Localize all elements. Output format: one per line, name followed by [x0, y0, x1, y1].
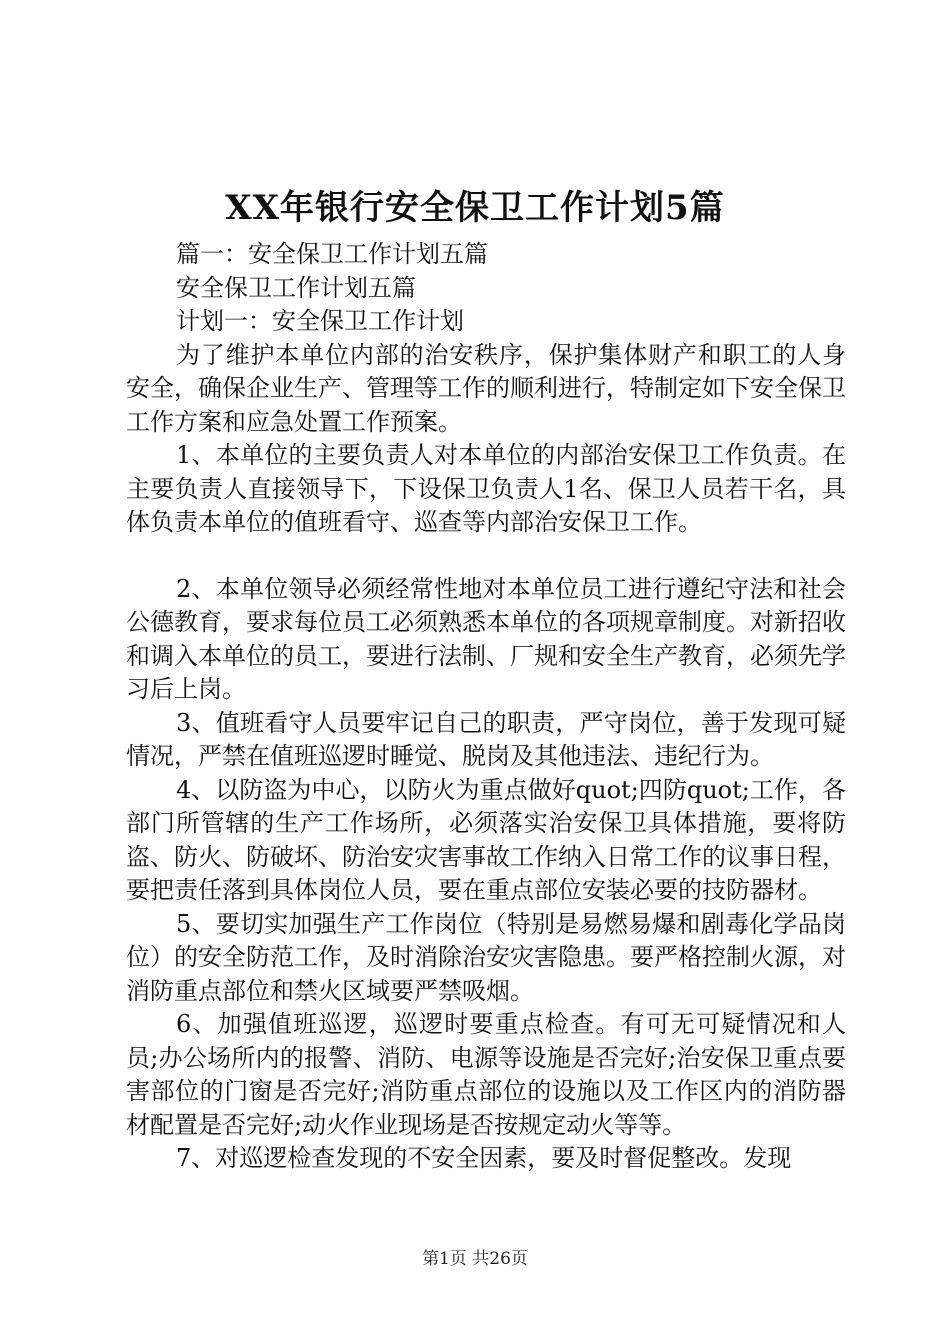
body-paragraph: 4、以防盗为中心，以防火为重点做好quot;四防quot;工作，各部门所管辖的生产工作场所，必须落实治安保卫具体措施，要将防盗、防火、防破坏、防治安灾害事故工作纳入日常工作的议事日程，要把责任落到具体岗位人员，要在重点部位安装必要的技防器材。	[126, 775, 846, 904]
body-paragraph: 5、要切实加强生产工作岗位（特别是易燃易爆和剧毒化学品岗位）的安全防范工作，及时消除治安灾害隐患。要严格控制火源，对消防重点部位和禁火区域要严禁吸烟。	[126, 909, 846, 1005]
body-paragraph: 6、加强值班巡逻，巡逻时要重点检查。有可无可疑情况和人员;办公场所内的报警、消防、电源等设施是否完好;治安保卫重点要害部位的门窗是否完好;消防重点部位的设施以及工作区内的消防器材配置是否完好;动火作业现场是否按规定动火等等。	[126, 1010, 846, 1139]
section-heading: 篇一：安全保卫工作计划五篇	[176, 240, 488, 268]
page-footer: 第1页 共26页	[422, 1249, 528, 1269]
body-paragraph: 为了维护本单位内部的治安秩序，保护集体财产和职工的人身安全，确保企业生产、管理等工作的顺利进行，特制定如下安全保卫工作方案和应急处置工作预案。	[126, 340, 846, 436]
plan-subheading: 计划一：安全保卫工作计划	[176, 307, 464, 335]
paragraph-gap	[126, 540, 846, 573]
body-paragraph: 3、值班看守人员要牢记自己的职责，严守岗位，善于发现可疑情况，严禁在值班巡逻时睡觉、脱岗及其他违法、违纪行为。	[126, 708, 846, 770]
document-body	[126, 238, 846, 1176]
body-paragraph: 2、本单位领导必须经常性地对本单位员工进行遵纪守法和社会公德教育，要求每位员工必须熟悉本单位的各项规章制度。对新招收和调入本单位的员工，要进行法制、厂规和安全生产教育，必须先学习后上岗。	[126, 574, 846, 703]
body-paragraph: 1、本单位的主要负责人对本单位的内部治安保卫工作负责。在主要负责人直接领导下，下设保卫负责人1名、保卫人员若干名，具体负责本单位的值班看守、巡查等内部治安保卫工作。	[126, 441, 846, 536]
document-title: XX年银行安全保卫工作计划5篇	[225, 188, 725, 228]
body-paragraph: 7、对巡逻检查发现的不安全因素，要及时督促整改。发现	[176, 1144, 792, 1172]
plan-heading: 安全保卫工作计划五篇	[176, 273, 416, 302]
